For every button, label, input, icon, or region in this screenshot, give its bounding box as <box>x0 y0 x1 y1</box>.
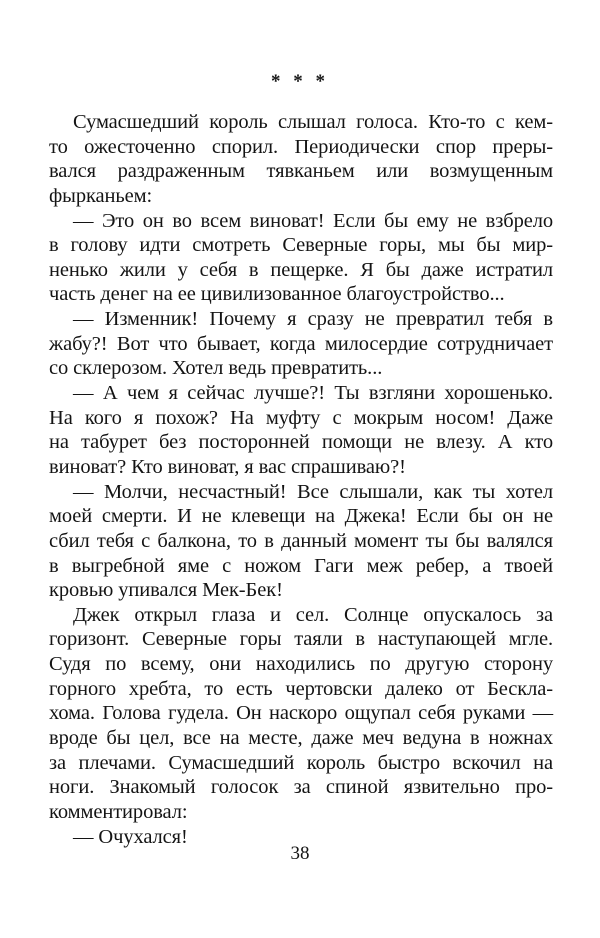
text-line: сбил тебя с балкона, то в данный момент ты бы валялся <box>49 529 553 552</box>
text-line: — А чем я сейчас лучше?! Ты взгляни хорошенько. <box>73 382 553 405</box>
text-line: комментировал: <box>49 800 188 823</box>
text-line: кровью упивался Мек-Бек! <box>49 579 283 602</box>
text-line: в голову идти смотреть Северные горы, мы бы мир- <box>49 234 553 257</box>
text-line: моей смерти. И не клевещи на Джека! Если бы он не <box>49 505 553 528</box>
text-line: фырканьем: <box>49 184 153 207</box>
text-line: — Молчи, несчастный! Все слышали, как ты хотел <box>73 480 553 503</box>
page-number: 38 <box>290 843 310 864</box>
text-line: за плечами. Сумасшедший король быстро вскочил на <box>49 751 553 774</box>
text-line: Джек открыл глаза и сел. Солнце опускалось за <box>73 603 553 626</box>
text-line: в выгребной яме с ножом Гаги меж ребер, а твоей <box>49 554 553 577</box>
text-line: со склерозом. Хотел ведь превратить... <box>49 357 383 380</box>
text-line: виноват? Кто виноват, я вас спрашиваю?! <box>49 455 406 478</box>
text-line: — Изменник! Почему я сразу не превратил тебя в <box>73 308 553 331</box>
text-line: Сумасшедший король слышал голоса. Кто-то с кем- <box>73 111 553 133</box>
text-line: хома. Голова гудела. Он наскоро ощупал себя руками — <box>49 702 553 725</box>
text-line: вроде бы цел, все на месте, даже меч ведуна в ножнах <box>49 727 553 750</box>
section-break-asterisks: * * * <box>271 71 329 92</box>
text-line: жабу?! Вот что бывает, когда милосердие сотрудничает <box>49 332 553 355</box>
text-line: вался раздраженным тявканьем или возмущенным <box>49 160 553 183</box>
text-line: на табурет без посторонней помощи не влезу. А кто <box>49 431 553 454</box>
text-line: то ожесточенно спорил. Периодически спор преры- <box>49 135 553 158</box>
text-line: горизонт. Северные горы таяли в наступающей мгле. <box>49 628 553 651</box>
text-line: На кого я похож? На муфту с мокрым носом! Даже <box>49 406 553 429</box>
text-line: — Очухался! <box>73 825 188 848</box>
page-body-text <box>49 110 553 849</box>
text-line: ноги. Знакомый голосок за спиной язвительно про- <box>49 776 553 799</box>
text-line: Судя по всему, они находились по другую сторону <box>49 653 553 676</box>
text-line: — Это он во всем виноват! Если бы ему не взбрело <box>73 209 553 232</box>
text-line: горного хребта, то есть чертовски далеко от Бескла- <box>49 677 553 700</box>
text-line: часть денег на ее цивилизованное благоустройство... <box>49 283 505 306</box>
text-line: ненько жили у себя в пещерке. Я бы даже истратил <box>49 258 553 281</box>
